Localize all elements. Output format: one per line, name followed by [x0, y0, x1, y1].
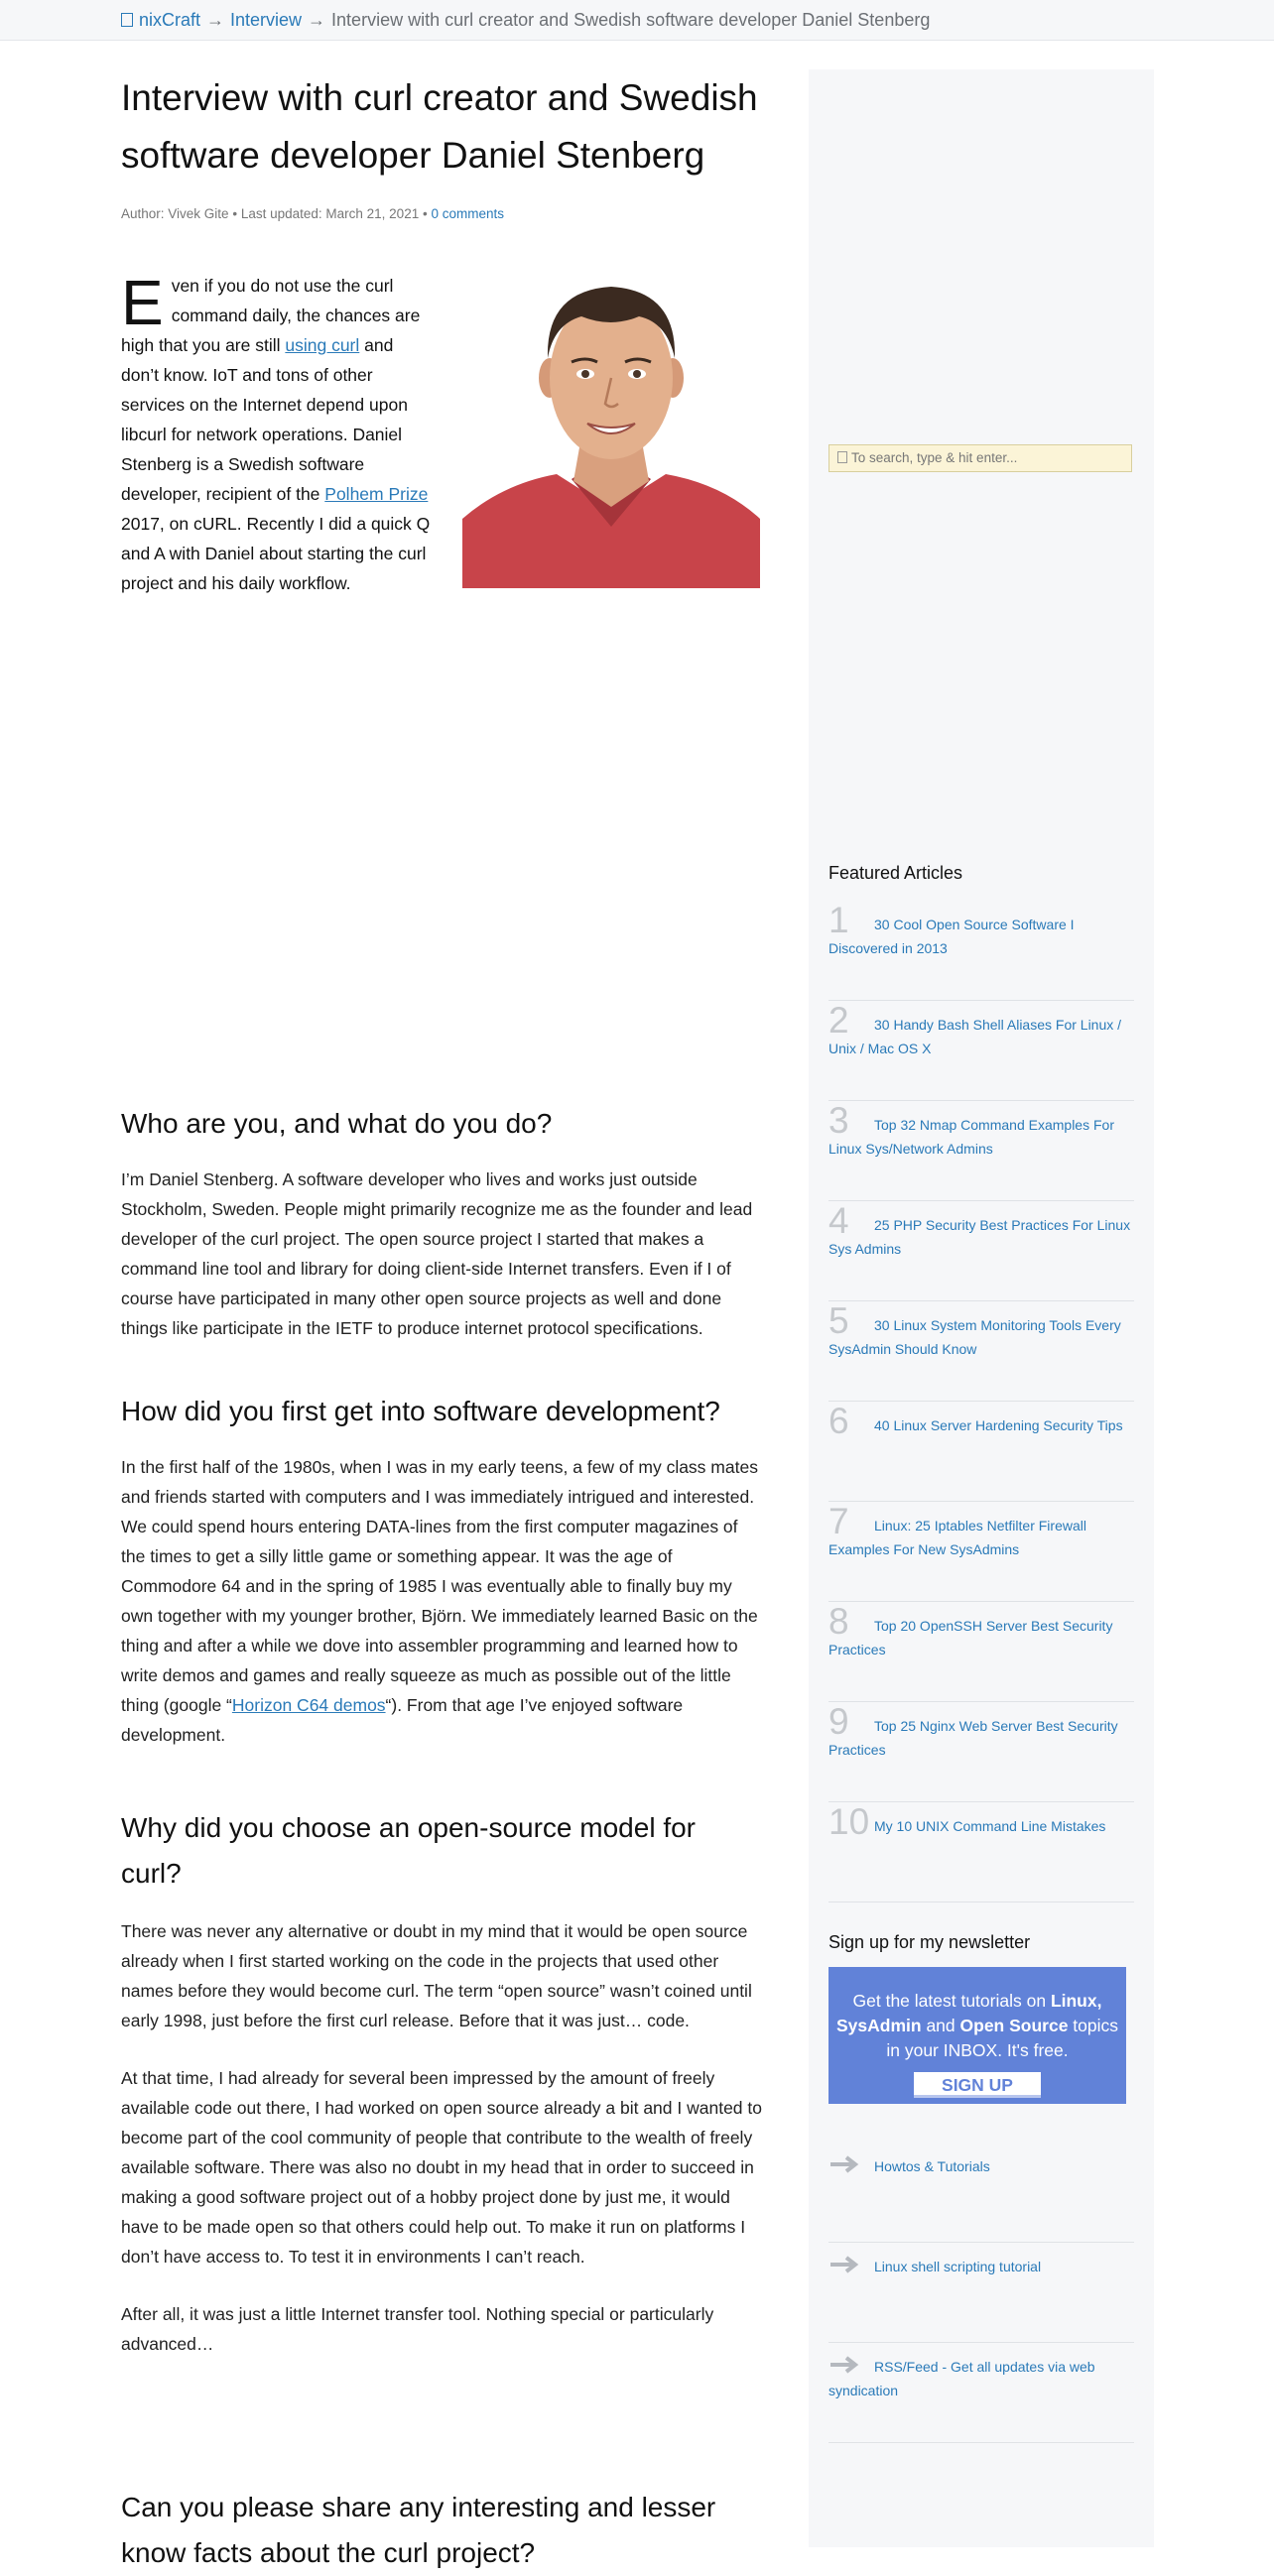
section-paragraph: At that time, I had already for several been impressed by the amount of freely available code out there, I had worked on open source already a bit and I wanted to become part of the cool community of people that contribute to the wealth of freely available software. There was also no doubt in my head that in order to succeed in making a good software project out of a hobby project done by just me, it would have to be made open so that others could help out. To make it run on platforms I don’t have access to. To test it in environments I can’t reach. [121, 2068, 762, 2267]
search-input[interactable] [828, 444, 1132, 472]
paragraph-text: “). From that age I’ve enjoyed software development. [121, 1695, 684, 1745]
section-software-development [121, 1389, 762, 1750]
resource-link[interactable]: Howtos & Tutorials [874, 2158, 990, 2174]
breadcrumb-current: Interview with curl creator and Swedish software developer Daniel Stenberg [331, 10, 931, 30]
featured-article-link[interactable]: 40 Linux Server Hardening Security Tips [874, 1417, 1123, 1433]
search-placeholder: To search, type & hit enter... [851, 450, 1018, 465]
featured-articles-list [828, 901, 1134, 1902]
arrow-right-icon [828, 2355, 862, 2375]
article [121, 69, 762, 2568]
section-interesting-facts [121, 2485, 762, 2576]
resource-link-item[interactable] [828, 2343, 1134, 2443]
featured-article-link[interactable]: 30 Linux System Monitoring Tools Every SysAdmin Should Know [828, 1317, 1121, 1357]
using-curl-link[interactable]: using curl [285, 335, 360, 355]
newsletter-text-part: topics [1068, 2016, 1119, 2035]
intro-text-part: 2017, on cURL. Recently I did a quick Q and A with Daniel about starting the curl project and his daily workflow. [121, 514, 431, 593]
featured-article-number: 9 [828, 1701, 849, 1742]
intro-text-part: and don’t know. IoT and tons of other services on the Internet depend upon libcurl for network operations. Daniel Stenberg is a Swedish software developer, recipient of the [121, 335, 408, 504]
portrait-illustration [462, 271, 760, 588]
breadcrumb-separator: → [308, 10, 326, 30]
drop-cap: E [121, 267, 164, 338]
meta-bullet: • [232, 206, 238, 221]
newsletter-signup-button[interactable]: SIGN UP [914, 2072, 1041, 2098]
featured-article-link[interactable]: Top 32 Nmap Command Examples For Linux Sys/Network Admins [828, 1117, 1114, 1157]
featured-article-number: 10 [828, 1801, 870, 1842]
featured-article-number: 6 [828, 1401, 849, 1441]
newsletter-text-bold: Linux, [1050, 1991, 1102, 2011]
featured-article-link[interactable]: 25 PHP Security Best Practices For Linux Sys Admins [828, 1217, 1131, 1257]
featured-article-item[interactable] [828, 1301, 1134, 1402]
section-heading: Can you please share any interesting and lesser know facts about the curl project? [121, 2492, 716, 2568]
section-open-source-model [121, 1805, 762, 2359]
section-heading: Why did you choose an open-source model for curl? [121, 1812, 696, 1889]
breadcrumb-home-link[interactable]: nixCraft [139, 10, 201, 30]
featured-article-link[interactable]: 30 Cool Open Source Software I Discovered in 2013 [828, 917, 1075, 956]
featured-article-item[interactable] [828, 1201, 1134, 1301]
featured-article-number: 5 [828, 1300, 849, 1341]
article-meta [121, 206, 762, 221]
featured-article-item[interactable] [828, 1702, 1134, 1802]
featured-article-link[interactable]: Top 25 Nginx Web Server Best Security Practices [828, 1718, 1118, 1758]
top-bar [0, 0, 1274, 41]
featured-article-item[interactable] [828, 1101, 1134, 1201]
featured-article-link[interactable]: Linux: 25 Iptables Netfilter Firewall Examples For New SysAdmins [828, 1518, 1086, 1557]
section-paragraph [121, 1452, 762, 1750]
featured-article-link[interactable]: Top 20 OpenSSH Server Best Security Practices [828, 1618, 1113, 1657]
breadcrumb-section-link[interactable]: Interview [230, 10, 303, 30]
featured-article-number: 4 [828, 1200, 849, 1241]
section-paragraph: There was never any alternative or doubt in my mind that it would be open source already when I first started working on the code in the projects that used other names before they would become curl. The term “open source” wasn’t coined until early 1998, just before the first curl release. Before that it was just… code. [121, 1921, 752, 2030]
arrow-right-icon [828, 2255, 862, 2274]
newsletter-text-part: Get the latest tutorials on [852, 1991, 1051, 2011]
horizon-c64-demos-link[interactable]: Horizon C64 demos [231, 1695, 386, 1715]
intro-text-part: ven if you do not use the curl command daily, the chances are high that you are still [121, 276, 421, 355]
breadcrumb [121, 10, 930, 31]
featured-article-link[interactable]: My 10 UNIX Command Line Mistakes [874, 1818, 1106, 1834]
featured-article-number: 7 [828, 1501, 849, 1541]
meta-author: Author: Vivek Gite [121, 206, 229, 221]
intro-section [121, 267, 762, 668]
section-paragraph: I’m Daniel Stenberg. A software developer who lives and works just outside Stockholm, Sweden. People might primarily recognize me as the founder and lead developer of the curl project. The open source project I started that makes a command line tool and library for doing client-side Internet transfers. Even if I of course have participated in many other open source projects as well and done things like participate in the IETF to produce internet protocol specifications. [121, 1169, 753, 1338]
sidebar [809, 69, 1154, 2547]
daniel-stenberg-photo [462, 271, 760, 588]
newsletter-text-bold: Open Source [959, 2016, 1069, 2035]
featured-article-item[interactable] [828, 901, 1134, 1001]
newsletter-text-part: in your INBOX. It's free. [886, 2040, 1069, 2060]
featured-article-item[interactable] [828, 1802, 1134, 1902]
newsletter-text-bold: SysAdmin [836, 2016, 922, 2035]
polhem-prize-link[interactable]: Polhem Prize [324, 484, 429, 504]
intro-text [121, 267, 431, 598]
article-title: Interview with curl creator and Swedish software developer Daniel Stenberg [121, 77, 758, 176]
section-heading: How did you first get into software development? [121, 1396, 720, 1426]
featured-article-item[interactable] [828, 1602, 1134, 1702]
newsletter-text-part: and [921, 2016, 960, 2035]
section-who-are-you [121, 1101, 762, 1343]
featured-article-item[interactable] [828, 1502, 1134, 1602]
newsletter-title: Sign up for my newsletter [828, 1932, 1031, 1952]
featured-article-link[interactable]: 30 Handy Bash Shell Aliases For Linux / Unix / Mac OS X [828, 1017, 1122, 1056]
resource-links-list [828, 2143, 1134, 2443]
featured-article-number: 2 [828, 1000, 849, 1041]
featured-article-number: 1 [828, 900, 849, 940]
featured-article-item[interactable] [828, 1001, 1134, 1101]
featured-article-item[interactable] [828, 1402, 1134, 1502]
arrow-right-icon [828, 2154, 862, 2174]
featured-articles-title: Featured Articles [828, 863, 963, 883]
comments-link[interactable]: 0 comments [431, 206, 505, 221]
newsletter-text [828, 1989, 1126, 2063]
resource-link-item[interactable] [828, 2243, 1134, 2343]
paragraph-text: In the first half of the 1980s, when I was in my early teens, a few of my class mates and friends started with computers and I was immediately intrigued and interested. We could spend hours entering DATA-lines from the first computer magazines of the times to get a silly little game or something appear. It was the age of Commodore 64 and in the spring of 1985 I was eventually able to finally buy my own together with my younger brother, Björn. We immediately learned Basic on the thing and after a while we dove into assembler programming and learned how to write demos and games and really squeeze as much as possible out of the little thing (google “ [121, 1457, 758, 1715]
resource-link[interactable]: Linux shell scripting tutorial [874, 2259, 1042, 2274]
meta-updated: Last updated: March 21, 2021 [240, 206, 420, 221]
section-paragraph: After all, it was just a little Internet transfer tool. Nothing special or particularly advanced… [121, 2304, 714, 2354]
featured-article-number: 3 [828, 1100, 849, 1141]
meta-bullet: • [422, 206, 428, 221]
home-icon[interactable] [121, 13, 133, 27]
featured-article-number: 8 [828, 1601, 849, 1642]
search-icon [837, 451, 847, 463]
resource-link[interactable]: RSS/Feed - Get all updates via web syndication [828, 2359, 1095, 2398]
resource-link-item[interactable] [828, 2143, 1134, 2243]
newsletter-banner[interactable] [828, 1967, 1126, 2104]
breadcrumb-separator: → [206, 10, 225, 30]
section-heading: Who are you, and what do you do? [121, 1108, 553, 1139]
